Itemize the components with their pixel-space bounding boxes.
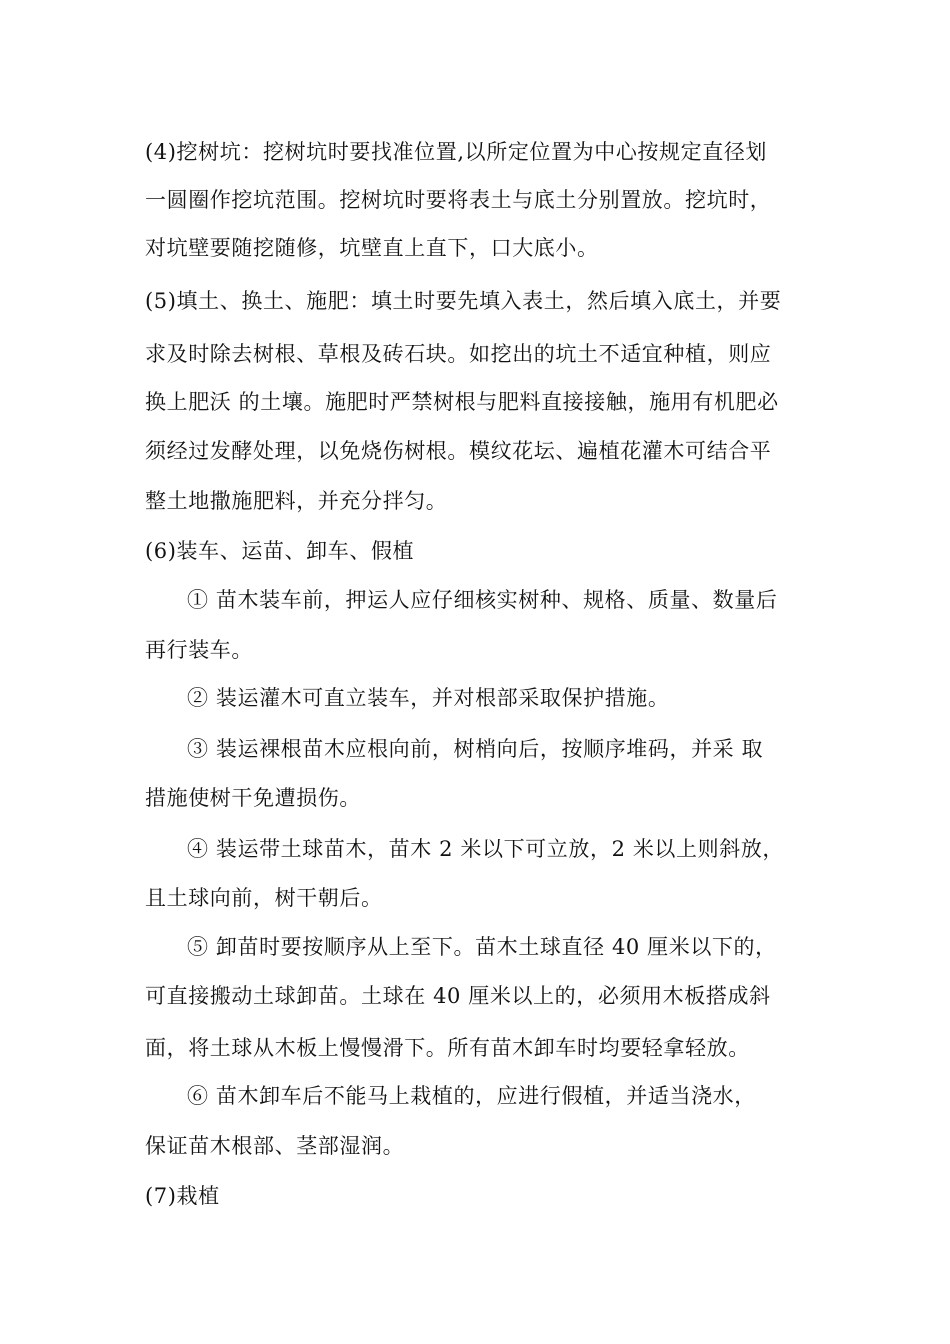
text-line: 求及时除去树根、草根及砖石块。如挖出的坑土不适宜种植，则应 — [145, 342, 772, 366]
text-line: (4)挖树坑：挖树坑时要找准位置,以所定位置为中心按规定直径划 — [145, 140, 768, 164]
text-line: 整土地撒施肥料，并充分拌匀。 — [145, 489, 448, 513]
section-heading: (6)装车、运苗、卸车、假植 — [145, 539, 415, 563]
text-line: 一圆圈作挖坑范围。挖树坑时要将表土与底土分别置放。挖坑时， — [145, 188, 772, 212]
list-item: ⑥ 苗木卸车后不能马上栽植的，应进行假植，并适当浇水， — [187, 1084, 756, 1108]
text-line: 面，将土球从木板上慢慢滑下。所有苗木卸车时均要轻拿轻放。 — [145, 1036, 750, 1060]
text-line: 对坑壁要随挖随修，坑壁直上直下，口大底小。 — [145, 236, 599, 260]
text-line: 须经过发酵处理，以免烧伤树根。模纹花坛、遍植花灌木可结合平 — [145, 439, 772, 463]
text-line: 再行装车。 — [145, 638, 253, 662]
list-item: ⑤ 卸苗时要按顺序从上至下。苗木土球直径 40 厘米以下的， — [187, 935, 777, 959]
text-line: 且土球向前，树干朝后。 — [145, 886, 383, 910]
list-item: ④ 装运带土球苗木，苗木 2 米以下可立放，2 米以上则斜放， — [187, 837, 785, 861]
text-line: 保证苗木根部、茎部湿润。 — [145, 1134, 405, 1158]
text-line: (5)填土、换土、施肥：填土时要先填入表土，然后填入底土，并要 — [145, 289, 782, 313]
list-item: ③ 装运裸根苗木应根向前，树梢向后，按顺序堆码，并采 取 — [187, 737, 764, 761]
text-line: 措施使树干免遭损伤。 — [145, 786, 361, 810]
list-item: ② 装运灌木可直立装车，并对根部采取保护措施。 — [187, 686, 670, 710]
text-line: 换上肥沃 的土壤。施肥时严禁树根与肥料直接接触，施用有机肥必 — [145, 390, 779, 414]
section-heading: (7)栽植 — [145, 1184, 220, 1208]
list-item: ① 苗木装车前，押运人应仔细核实树种、规格、质量、数量后 — [187, 588, 778, 612]
text-line: 可直接搬动土球卸苗。土球在 40 厘米以上的，必须用木板搭成斜 — [145, 984, 771, 1008]
